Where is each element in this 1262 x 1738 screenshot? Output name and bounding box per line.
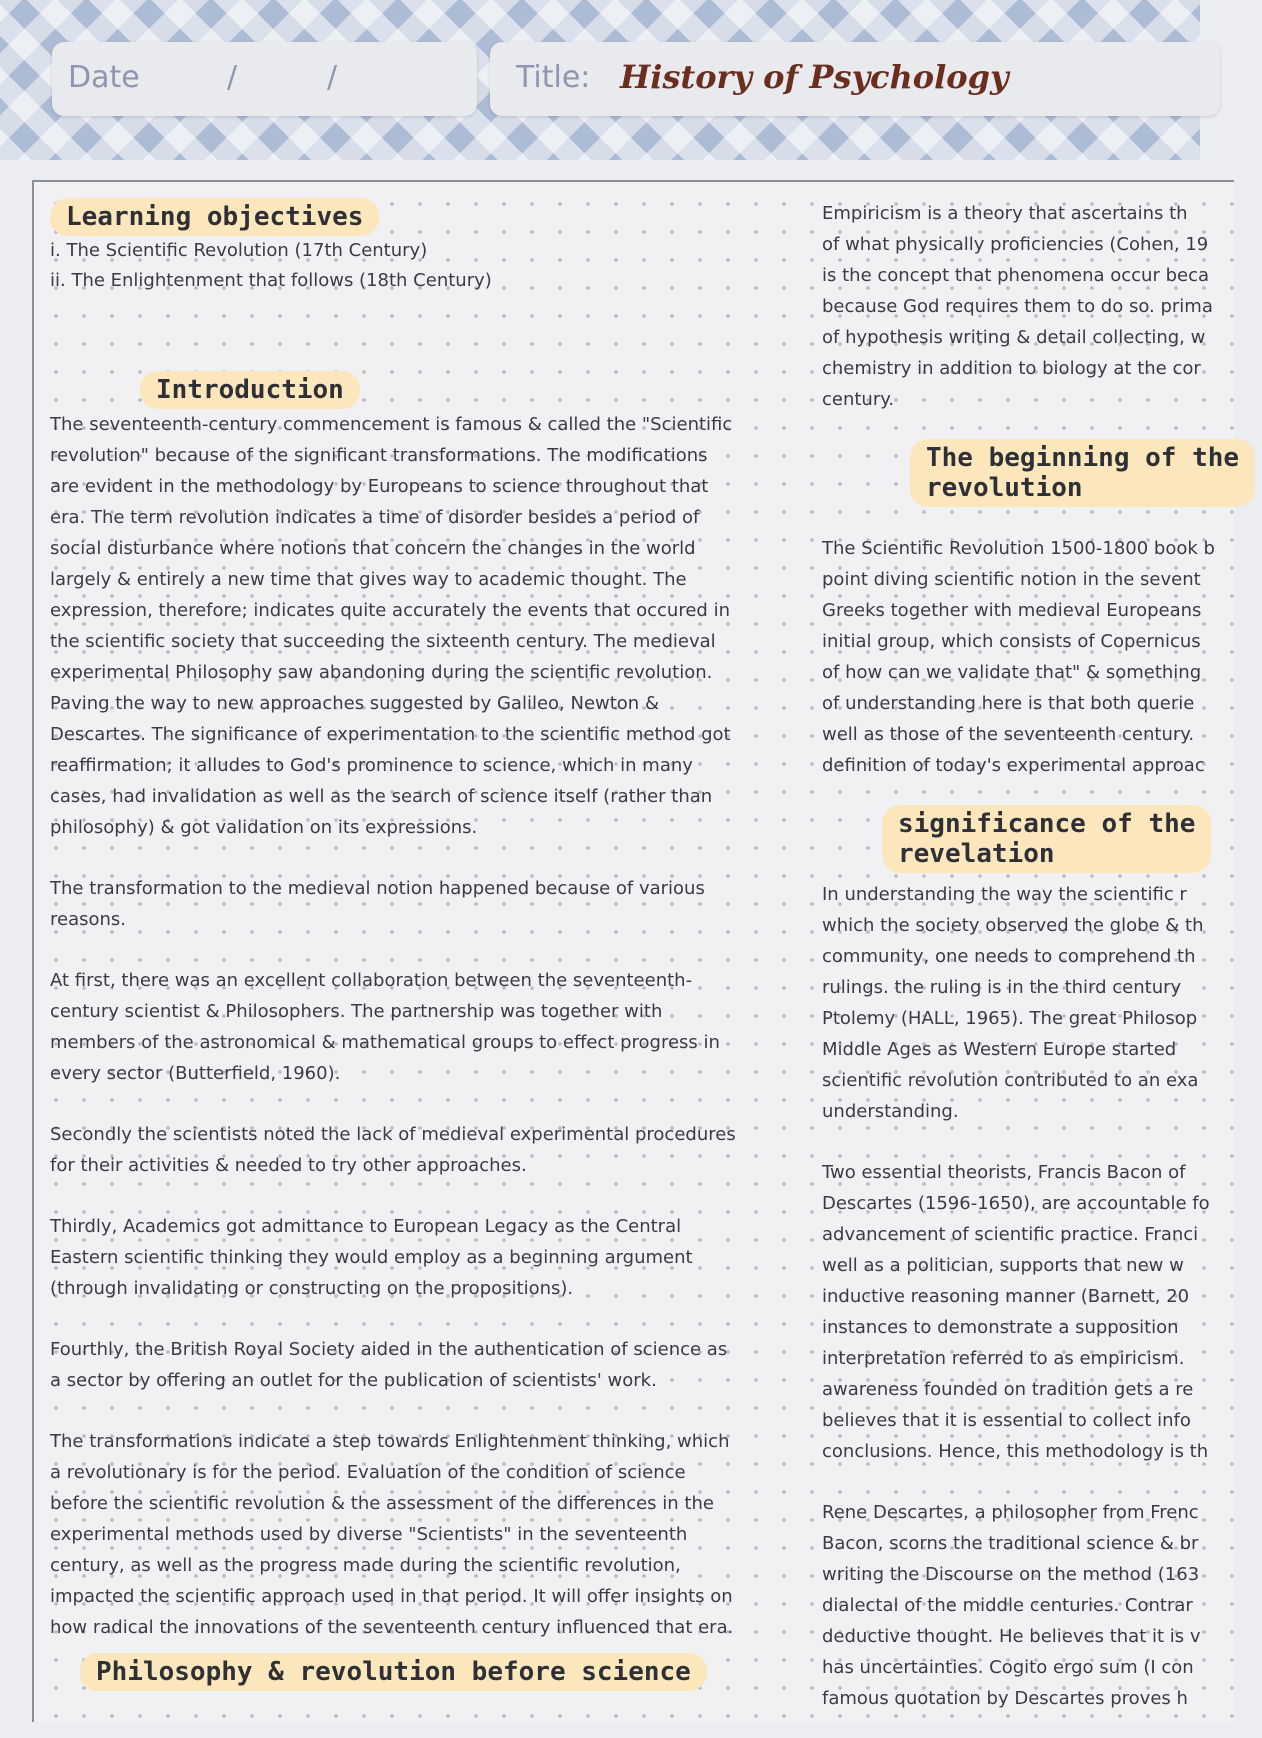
text-line: dialectal of the middle centuries. Contrar (822, 1595, 1193, 1616)
heading-line: revelation (898, 839, 1055, 869)
text-line: The Scientific Revolution 1500-1800 book b (822, 538, 1215, 559)
intro-paragraph: The seventeenth-century commencement is famous & called the "Scientific revolution" because of the significant transformations. The modifications are evident in the methodology by Europeans to science throughout that era. The term revolution indicates a time of disorder besides a period of social disturbance where notions that concern the changes in the world largely & entirely a new time that gives way to academic thought. The expression, therefore; indicates quite accurately the events that occured in the scientific society that succeeding the sixteenth century. The medieval experimental Philosophy saw abandoning during the scientific revolution. Paving the way to new approaches suggested by Galileo, Newton & Descartes. The significance of experimentation to the scientific method got reaffirmation; it alludes to God's prominence to science, which in many cases, had invalidation as well as the search of science itself (rather than philosophy) & got validation on its expressions. (50, 414, 733, 838)
text-line: Ptolemy (HALL, 1965). The great Philosop (822, 1008, 1198, 1029)
intro-paragraph: The transformations indicate a step towards Enlightenment thinking, which a revolutionary is for the period. Evaluation of the condition of science before the scientific revolution & the assessment of the differences in the experimental methods used by diverse "Scientists" in the seventeenth century, as well as the progress made during the scientific revolution, impacted the scientific approach used in that period. It will offer insights on how radical the innovations of the seventeenth century influenced that era. (50, 1431, 734, 1638)
text-line: advancement of scientific practice. Franci (822, 1224, 1199, 1245)
beginning-paragraph (822, 533, 1262, 781)
text-line: is the concept that phenomena occur beca (822, 265, 1209, 286)
intro-paragraph: Fourthly, the British Royal Society aided in the authentication of science as a sector by offering an outlet for the publication of scientists' work. (50, 1339, 728, 1391)
text-line: community, one needs to comprehend th (822, 946, 1196, 967)
text-line: has uncertainties. Cogito ergo sum (I con (822, 1657, 1194, 1678)
heading-line: significance of the (898, 809, 1196, 839)
text-line: Two essential theorists, Francis Bacon of (822, 1162, 1186, 1183)
philosophy-heading: Philosophy & revolution before science (80, 1653, 707, 1691)
left-column (50, 198, 740, 1691)
text-line: writing the Discourse on the method (163 (822, 1564, 1200, 1585)
text-line: scientific revolution contributed to an exa (822, 1070, 1199, 1091)
date-field[interactable] (52, 42, 477, 116)
text-line: awareness founded on tradition gets a re (822, 1379, 1194, 1400)
descartes-paragraph (822, 1497, 1262, 1714)
text-line: inductive reasoning manner (Barnett, 20 (822, 1286, 1190, 1307)
date-separator: / (327, 60, 338, 95)
text-line: deductive thought. He believes that it is v (822, 1626, 1201, 1647)
introduction-heading: Introduction (140, 371, 360, 409)
text-line: Middle Ages as Western Europe started (822, 1039, 1177, 1060)
text-line: century. (822, 389, 895, 410)
text-line: point diving scientific notion in the sevent (822, 569, 1201, 590)
text-line: because God requires them to do so. prima (822, 296, 1213, 317)
text-line: Empiricism is a theory that ascertains th (822, 203, 1188, 224)
text-line: chemistry in addition to biology at the cor (822, 358, 1201, 379)
intro-paragraph: The transformation to the medieval notion happened because of various reasons. (50, 878, 705, 930)
text-line: understanding. (822, 1101, 959, 1122)
intro-paragraph: Thirdly, Academics got admittance to European Legacy as the Central Eastern scientific thinking they would employ as a beginning argument (through invalidating or constructing on the propositions). (50, 1216, 693, 1299)
text-line: conclusions. Hence, this methodology is th (822, 1441, 1209, 1462)
right-column (822, 198, 1262, 1738)
significance-paragraph (822, 879, 1262, 1127)
text-line: rulings. the ruling is in the third century (822, 977, 1182, 998)
text-line: Rene Descartes, a philosopher from Frenc (822, 1502, 1199, 1523)
text-line: believes that it is essential to collect info (822, 1410, 1191, 1431)
date-separator: / (227, 60, 238, 95)
text-line: Greeks together with medieval Europeans (822, 600, 1202, 621)
text-line: definition of today's experimental approac (822, 755, 1205, 776)
date-label: Date (68, 60, 140, 95)
intro-paragraph: At first, there was an excellent collaboration between the seventeenth-century scientist & Philosophers. The partnership was together with members of the astronomical & mathematical groups to effect progress in every sector (Butterfield, 1960). (50, 970, 720, 1084)
objective-item: i. The Scientific Revolution (17th Century) (50, 240, 428, 261)
empiricism-paragraph (822, 198, 1262, 415)
text-line: Descartes (1596-1650), are accountable fo (822, 1193, 1210, 1214)
text-line: famous quotation by Descartes proves h (822, 1688, 1188, 1709)
text-line: In understanding the way the scientific r (822, 884, 1187, 905)
text-line: of what physically proficiencies (Cohen, 19 (822, 234, 1209, 255)
beginning-heading (910, 439, 1255, 507)
heading-line: revolution (926, 473, 1083, 503)
objective-item: ii. The Enlightenment that follows (18th Century) (50, 270, 492, 291)
significance-heading (882, 805, 1211, 873)
text-line: interpretation referred to as empiricism. (822, 1348, 1185, 1369)
page-title: History of Psychology (620, 58, 1009, 96)
intro-paragraph: Secondly the scientists noted the lack of medieval experimental procedures for their activities & needed to try other approaches. (50, 1124, 736, 1176)
text-line: instances to demonstrate a supposition (822, 1317, 1179, 1338)
theorists-paragraph (822, 1157, 1262, 1467)
text-line: of how can we validate that" & something (822, 662, 1202, 683)
text-line: of hypothesis writing & detail collecting, w (822, 327, 1206, 348)
text-line: well as those of the seventeenth century. (822, 724, 1195, 745)
text-line: which the society observed the globe & th (822, 915, 1204, 936)
objectives-heading: Learning objectives (50, 198, 379, 236)
title-field[interactable] (490, 42, 1220, 116)
text-line: Bacon, scorns the traditional science & br (822, 1533, 1199, 1554)
text-line: of understanding here is that both querie (822, 693, 1195, 714)
text-line: initial group, which consists of Copernicus (822, 631, 1201, 652)
heading-line: The beginning of the (926, 443, 1240, 473)
title-label: Title: (516, 60, 591, 95)
text-line: well as a politician, supports that new w (822, 1255, 1184, 1276)
